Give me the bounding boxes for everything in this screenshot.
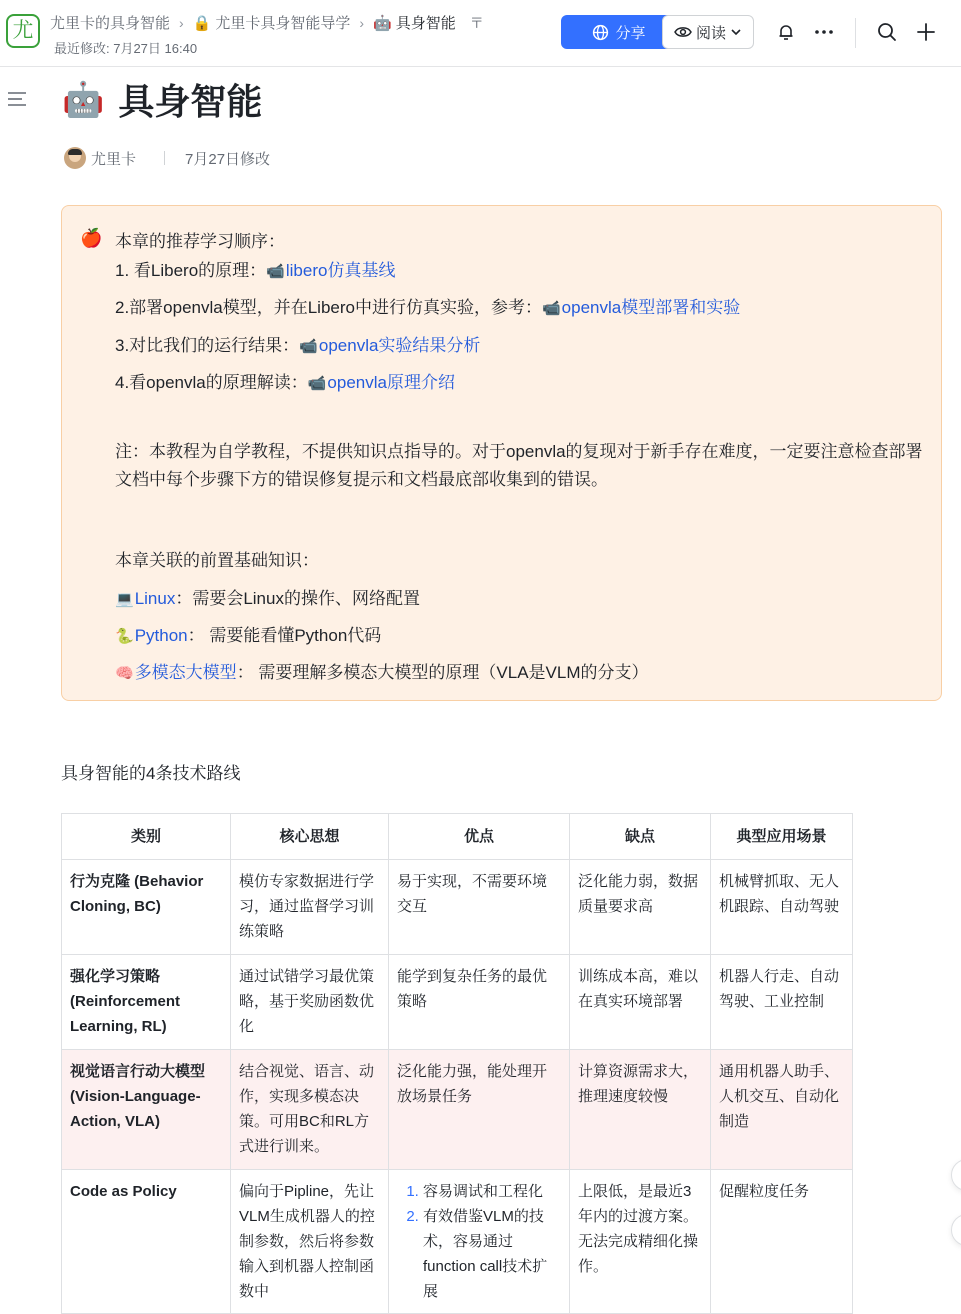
- eye-icon: [674, 25, 692, 39]
- table-header-row: [62, 814, 853, 860]
- bell-icon[interactable]: [774, 20, 798, 44]
- prereq-title: 本章关联的前置基础知识：: [115, 551, 319, 570]
- link-openvla-deploy[interactable]: openvla模型部署和实验: [561, 298, 741, 317]
- table-cell[interactable]: 机器人行走、自动驾驶、工业控制: [711, 955, 853, 1050]
- avatar[interactable]: [64, 147, 86, 169]
- floating-action-button[interactable]: [951, 1214, 961, 1246]
- top-bar: [0, 0, 961, 67]
- brain-icon: 🧠: [115, 665, 134, 682]
- edited-date: 7月27日修改: [185, 150, 271, 168]
- chevron-right-icon: ›: [179, 14, 184, 31]
- pin-icon[interactable]: 〒: [469, 14, 484, 31]
- floating-action-button[interactable]: [951, 1159, 961, 1191]
- read-mode-label: 阅读: [695, 24, 726, 42]
- chevron-down-icon: [730, 28, 742, 36]
- video-camera-icon: 📹: [299, 338, 318, 355]
- breadcrumb-item-current[interactable]: 具身智能: [395, 15, 456, 32]
- toolbar-divider: [855, 18, 856, 48]
- table-cell[interactable]: 视觉语言行动大模型 (Vision-Language-Action, VLA): [62, 1050, 231, 1170]
- callout-intro: 本章的推荐学习顺序：: [115, 232, 285, 251]
- author-name[interactable]: 尤里卡: [91, 150, 137, 168]
- step-text: 4.看openvla的原理解读：: [115, 373, 308, 392]
- table-cell[interactable]: 机械臂抓取、无人机跟踪、自动驾驶: [711, 860, 853, 955]
- table-cell[interactable]: 通过试错学习最优策略，基于奖励函数优化: [231, 955, 389, 1050]
- robot-icon: 🤖: [373, 14, 392, 32]
- author-row: [64, 146, 270, 170]
- list-item: [115, 368, 455, 393]
- outline-toggle-icon[interactable]: [6, 88, 28, 110]
- meta-divider: [164, 151, 165, 165]
- table-cell[interactable]: 通用机器人助手、人机交互、自动化制造: [711, 1050, 853, 1170]
- breadcrumb-item-space[interactable]: 尤里卡的具身智能: [50, 15, 171, 32]
- list-item: [115, 584, 420, 609]
- table-cell[interactable]: 泛化能力弱，数据质量要求高: [570, 860, 711, 955]
- link-multimodal[interactable]: 多模态大模型: [134, 663, 237, 682]
- table-row: [62, 860, 853, 955]
- link-openvla-principle[interactable]: openvla原理介绍: [327, 373, 455, 392]
- more-icon[interactable]: [812, 20, 836, 44]
- tech-route-table: [61, 813, 853, 1314]
- lock-icon: 🔒: [192, 14, 212, 32]
- chevron-right-icon: ›: [359, 14, 365, 31]
- plus-icon[interactable]: [914, 20, 938, 44]
- page-title: [62, 74, 262, 125]
- section-title: 具身智能的4条技术路线: [61, 764, 241, 783]
- video-camera-icon: 📹: [266, 263, 285, 280]
- share-label: 分享: [615, 24, 646, 42]
- list-item: [115, 256, 395, 281]
- search-icon[interactable]: [875, 20, 899, 44]
- list-item: [115, 658, 649, 683]
- last-modified: 最近修改: 7月27日 16:40: [54, 41, 198, 56]
- prereq-text: ： 需要理解多模态大模型的原理（VLA是VLM的分支）: [236, 663, 649, 682]
- column-header[interactable]: 核心思想: [231, 814, 389, 860]
- app-logo[interactable]: 尤: [6, 14, 40, 48]
- breadcrumb: [50, 12, 484, 33]
- page-title-text: 具身智能: [118, 81, 263, 122]
- column-header[interactable]: 缺点: [570, 814, 711, 860]
- table-cell[interactable]: 训练成本高，难以在真实环境部署: [570, 955, 711, 1050]
- table-cell[interactable]: 结合视觉、语言、动作，实现多模态决策。可用BC和RL方式进行训来。: [231, 1050, 389, 1170]
- prereq-text: ： 需要能看懂Python代码: [187, 626, 382, 645]
- callout-note: 注：本教程为自学教程，不提供知识点指导的。对于openvla的复现对于新手存在难度，一定要注意检查部署文档中每个步骤下方的错误修复提示和文档最底部收集到的错误。: [115, 442, 923, 489]
- snake-icon: 🐍: [115, 628, 134, 645]
- link-linux[interactable]: Linux: [134, 589, 176, 608]
- table-cell[interactable]: 易于实现，不需要环境交互: [389, 860, 570, 955]
- pros-list: [397, 1179, 561, 1304]
- table-cell[interactable]: 泛化能力强，能处理开放场景任务: [389, 1050, 570, 1170]
- video-camera-icon: 📹: [541, 300, 561, 317]
- list-item: 1. 容易调试和工程化: [423, 1179, 561, 1204]
- table-row: [62, 955, 853, 1050]
- table-cell[interactable]: [389, 1170, 570, 1314]
- table-cell[interactable]: 促醒粒度任务: [711, 1170, 853, 1314]
- prereq-text: ：需要会Linux的操作、网络配置: [175, 589, 420, 608]
- table-cell[interactable]: 强化学习策略 (Reinforcement Learning, RL): [62, 955, 231, 1050]
- table-cell[interactable]: Code as Policy: [62, 1170, 231, 1314]
- globe-icon: [592, 24, 609, 41]
- list-item: [115, 621, 381, 646]
- breadcrumb-item-guide[interactable]: 尤里卡具身智能导学: [215, 15, 351, 32]
- callout-block: [61, 205, 942, 701]
- table-cell[interactable]: 行为克隆 (Behavior Cloning, BC): [62, 860, 231, 955]
- list-item: [115, 293, 740, 318]
- list-item: [115, 331, 480, 356]
- column-header[interactable]: 类别: [62, 814, 231, 860]
- table-cell[interactable]: 上限低，是最近3年内的过渡方案。无法完成精细化操作。: [570, 1170, 711, 1314]
- share-button[interactable]: [561, 15, 677, 49]
- laptop-icon: 💻: [115, 591, 134, 608]
- link-libero[interactable]: libero仿真基线: [285, 261, 396, 280]
- video-camera-icon: 📹: [307, 375, 327, 392]
- read-mode-dropdown[interactable]: [662, 15, 754, 49]
- table-row: [62, 1050, 853, 1170]
- table-row: [62, 1170, 853, 1314]
- table-cell[interactable]: 偏向于Pipline，先让VLM生成机器人的控制参数，然后将参数输入到机器人控制函数中: [231, 1170, 389, 1314]
- column-header[interactable]: 典型应用场景: [711, 814, 853, 860]
- step-text: 3.对比我们的运行结果：: [115, 336, 300, 355]
- table-cell[interactable]: 模仿专家数据进行学习，通过监督学习训练策略: [231, 860, 389, 955]
- link-openvla-results[interactable]: openvla实验结果分析: [318, 336, 481, 355]
- step-text: 2.部署openvla模型，并在Libero中进行仿真实验，参考：: [115, 298, 542, 317]
- column-header[interactable]: 优点: [389, 814, 570, 860]
- table-cell[interactable]: 能学到复杂任务的最优策略: [389, 955, 570, 1050]
- list-item: 2. 有效借鉴VLM的技术，容易通过function call技术扩展: [423, 1204, 561, 1304]
- apple-icon: 🍎: [80, 228, 103, 248]
- link-python[interactable]: Python: [134, 626, 188, 645]
- step-text: 1. 看Libero的原理：: [115, 261, 267, 280]
- robot-icon: 🤖: [62, 80, 105, 119]
- table-cell[interactable]: 计算资源需求大，推理速度较慢: [570, 1050, 711, 1170]
